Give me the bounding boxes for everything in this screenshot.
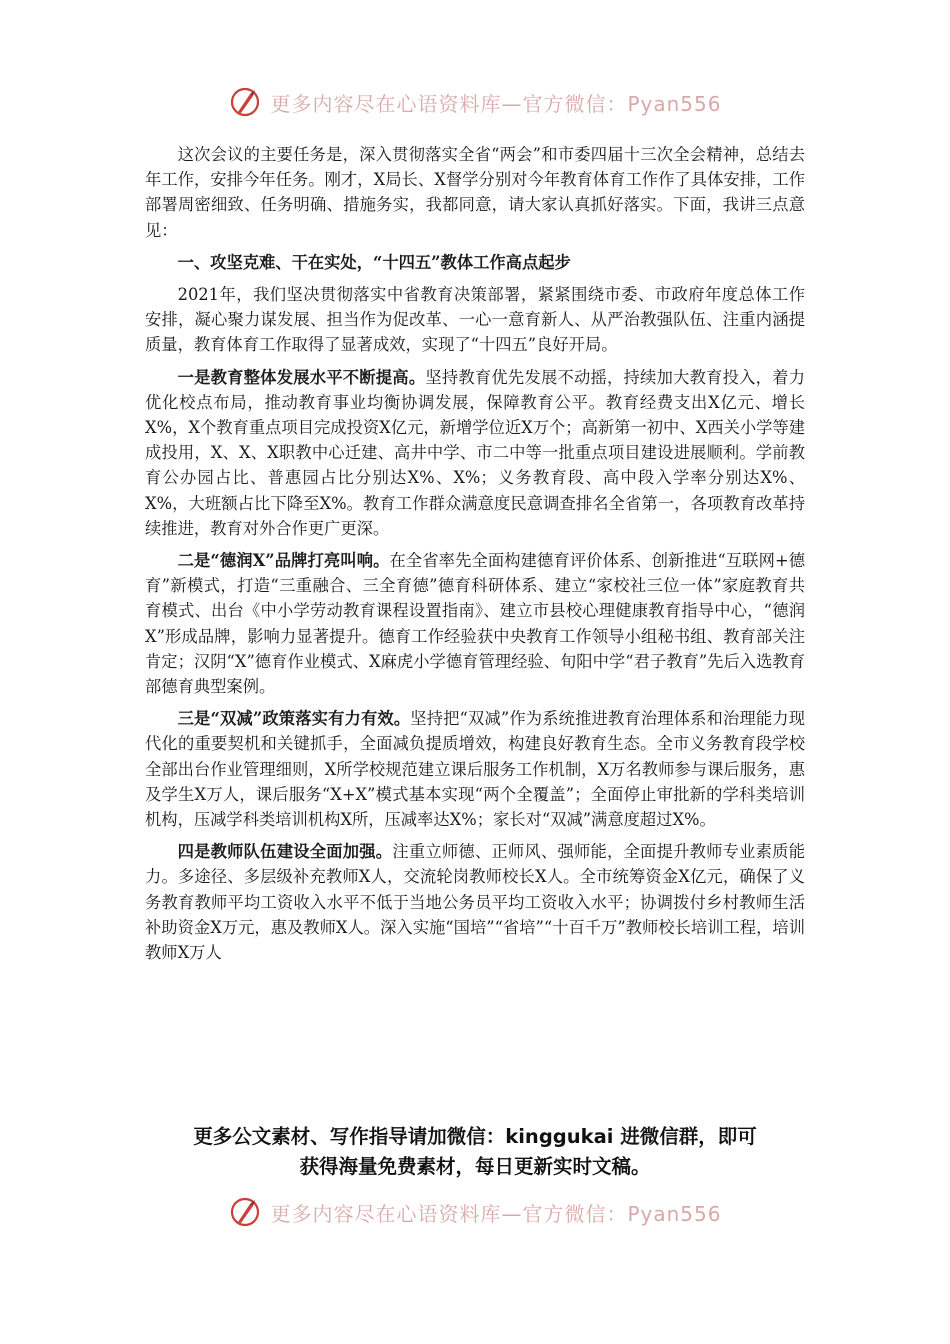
point-body: 在全省率先全面构建德育评价体系、创新推进“互联网+德育”新模式，打造“三重融合、三全育德”德育科研体系、建立“家校社三位一体”家庭教育共育模式、出台《中小学劳动教育课程设置指南》、建立市县校心理健康教育指导中心，“德润X”形成品牌，影响力显著提升。德育工作经验获中央教育工作领导小组秘书组、教育部关注肯定；汉阴“X”德育作业模式、X麻虎小学德育管理经验、旬阳中学“君子教育”先后入选教育部德育典型案例。 [145,551,805,697]
point-lead: 二是“德润X”品牌打亮叫响。 [177,551,390,571]
point-body: 注重立师德、正师风、强师能，全面提升教师专业素质能力。多途径、多层级补充教师X人，交流轮岗教师校长X人。全市统筹资金X亿元，确保了义务教育教师平均工资收入水平不低于当地公务员平均工资收入水平；协调拨付乡村教师生活补助资金X万元，惠及教师X人。深入实施“国培”“省培”“十百千万”教师校长培训工程，培训教师X万人 [145,842,805,963]
promo-notice [100,1122,850,1182]
point-lead: 一是教育整体发展水平不断提高。 [177,367,426,387]
point-body: 坚持教育优先发展不动摇，持续加大教育投入，着力优化校点布局，推动教育事业均衡协调发展，保障教育公平。教育经费支出X亿元、增长X%，X个教育重点项目完成投资X亿元，新增学位近X万个；高新第一初中、X西关小学等建成投用，X、X、X职教中心迁建、高井中学、市二中等一批重点项目建设进展顺利。学前教育公办园占比、普惠园占比分别达X%、X%；义务教育段、高中段入学率分别达X%、X%，大班额占比下降至X%。教育工作群众满意度民意调查排名全省第一，各项教育改革持续推进，教育对外合作更广更深。 [145,367,805,538]
header-watermark [0,82,950,122]
promo-line-2: 获得海量免费素材，每日更新实时文稿。 [299,1155,651,1178]
point-paragraph [145,706,805,832]
point-paragraph [145,839,805,965]
point-body: 坚持把“双减”作为系统推进教育治理体系和治理能力现代化的重要契机和关键抓手，全面减负提质增效，构建良好教育生态。全市义务教育段学校全部出台作业管理细则，X所学校规范建立课后服务工作机制，X万名教师参与课后服务，惠及学生X万人，课后服务“X+X”模式基本实现“两个全覆盖”；全面停止审批新的学科类培训机构，压减学科类培训机构X所，压减率达X%；家长对“双减”满意度超过X%。 [145,709,805,830]
watermark-text: 更多内容尽在心语资料库—官方微信：Pyan556 [270,91,722,116]
promo-line-1: 更多公文素材、写作指导请加微信：kinggukai 进微信群，即可 [193,1125,757,1148]
summary-paragraph: 2021年，我们坚决贯彻落实中省教育决策部署，紧紧围绕市委、市政府年度总体工作安排，凝心聚力谋发展、担当作为促改革、一心一意育新人、从严治教强队伍、注重内涵提质量，教育体育工作取得了显著成效，实现了“十四五”良好开局。 [145,285,805,355]
point-paragraph [145,365,805,541]
point-lead: 四是教师队伍建设全面加强。 [177,842,393,862]
point-lead: 三是“双减”政策落实有力有效。 [177,709,411,729]
point-paragraph [145,548,805,699]
document-body [145,142,805,972]
footer-watermark [0,1192,950,1232]
intro-paragraph: 这次会议的主要任务是，深入贯彻落实全省“两会”和市委四届十三次全会精神，总结去年工作，安排今年任务。刚才，X局长、X督学分别对今年教育体育工作作了具体安排，工作部署周密细致、任务明确、措施务实，我都同意，请大家认真抓好落实。下面，我讲三点意见： [145,145,805,240]
watermark-text: 更多内容尽在心语资料库—官方微信：Pyan556 [270,1201,722,1226]
quill-pen-circle-icon [228,85,262,119]
quill-pen-circle-icon [228,1195,262,1229]
section-heading: 一、攻坚克难、干在实处，“十四五”教体工作高点起步 [177,252,571,272]
